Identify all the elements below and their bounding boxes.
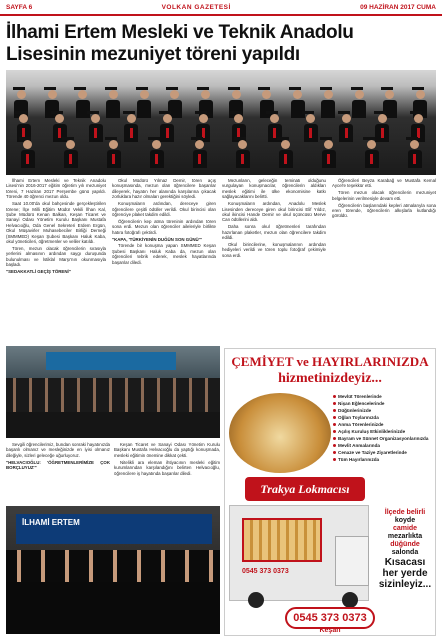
- paragraph: Tören mezun olacak öğrencilerin mezuniyet belgelerinin verilmesiyle devam etti.: [332, 190, 436, 201]
- graduates-stage-photo: [6, 506, 220, 634]
- ad-city: Keşan: [319, 627, 341, 634]
- list-item: Anma Törenlerinizde: [333, 421, 436, 428]
- ceremony-audience-photo: [6, 346, 220, 438]
- paragraph: Konuşmaların ardından, Anadolu Meslek Lisesinden dereceye giren okul birincisi Elif Yıldız, okul ikincisi Hande Demir ve okul üçüncüsü Merve Can ödüllerini aldı.: [222, 201, 326, 223]
- paragraph: Tören, mezun olacak öğrencilerin sırasıyla yerlerini almasının ardından saygı duruşunda bulunulması ve İstiklal Marşı'nın okunmasıyla başladı.: [6, 245, 106, 268]
- list-item: Bayram ve Sünnet Organizasyonlarınızda: [333, 435, 436, 442]
- ad-subtitle: hizmetinizdeyiz...: [278, 371, 382, 386]
- list-item: Mevlüt Törenlerinde: [333, 393, 436, 400]
- article-column-2: [112, 178, 216, 346]
- photo-row-front: [6, 140, 436, 168]
- side-line: İlçede belirli: [384, 509, 426, 516]
- paragraph: İlhami Ertem Mesleki ve Teknik Anadolu Lisesi'nin 2016-2017 eğitim öğretim yılı mezuniyet töreni, 7 Haziran 2017 Perşembe günü yapıldı. Törende 40 öğrenci mezun oldu.: [6, 178, 106, 200]
- lokma-truck-image: [229, 505, 369, 601]
- side-line: Kısacası: [384, 557, 426, 568]
- list-item: Nişan Eğlencelerinde: [333, 400, 436, 407]
- list-item: Cenaze ve Taziye Ziyaretlerinde: [333, 449, 436, 456]
- side-line: salonda: [391, 549, 419, 556]
- issue-date: 09 HAZİRAN 2017 CUMA: [360, 3, 436, 11]
- paragraph: Mezunların, geleceğin teminatı olduğunu vurgulayan konuşmacılar, öğrencilerin aldıkları meslek eğitimi ile ülke ekonomisine katkı sağlayacaklarını belirtti.: [222, 178, 326, 200]
- lokma-advertisement: [224, 348, 436, 636]
- article-column-3: [222, 178, 326, 346]
- ad-services-list: [333, 393, 436, 463]
- side-line: sizinleyiz...: [378, 579, 432, 590]
- truck-wheel: [248, 592, 264, 608]
- list-item: Açılış Kuruluş Etkinliklerinizde: [333, 428, 436, 435]
- paragraph: Okul birincilerine, konuşmalarının ardından hediyeleri verildi ve tören toplu fotoğraf çekimiyle sona erdi.: [222, 241, 326, 258]
- truck-phone: 0545 373 0373: [242, 568, 289, 575]
- list-item: Mevlit Anmalarında: [333, 442, 436, 449]
- truck-wheel: [342, 592, 358, 608]
- paragraph: Öğrencilerin başlarındaki kepleri atmalarıyla sona eren törende, öğrencilerin alkışlarla kutlandığı görüldü.: [332, 202, 436, 219]
- article-column-5: [6, 442, 110, 502]
- side-line: koyde: [394, 517, 416, 524]
- paragraph: Saat 10.00'da okul bahçesinde gerçekleştirilen törene; İlçe Milli Eğitim Müdür Vekili İlhan Kal, Şube Müdürü Kenan Balkan, Keşan Ticaret ve Sanayi Odası Yönetim Kurulu Başkanı Mustafa Helvacıoğlu, Oda Genel Sekreteri Erdem Ergün, Okul Müşavirler Muhasebeciler Birliği Derneği (SMMMED) Keşan Şubesi Başkanı Haluk Kaba, okul yöneticileri, öğretmenler ve veliler katıldı.: [6, 201, 106, 244]
- list-item: Tüm Hayırlarınızda: [333, 456, 436, 463]
- ad-side-text: [375, 509, 435, 590]
- photo-banner: [46, 352, 176, 370]
- side-line: mezarlıkta: [387, 533, 423, 540]
- side-line: camide: [392, 525, 418, 532]
- paragraph: Konuşmaların ardından, dereceye giren öğrencilere çeşitli ödüller verildi. Okul birincisi olan öğrenciye plaket takdim edildi.: [112, 201, 216, 217]
- page-header: [0, 0, 442, 16]
- truck-cab: [335, 536, 369, 586]
- subheading: "HELVACIOĞLU: 'ÖĞRETMENLERİMİZE ÇOK BORÇLUYUZ'": [6, 459, 110, 471]
- graduation-group-photo: [6, 70, 436, 175]
- newspaper-name: VOLKAN GAZETESİ: [161, 3, 231, 11]
- article-column-1: [6, 178, 106, 346]
- lokma-plate-image: [229, 393, 331, 473]
- photo-crowd-front: [6, 412, 220, 438]
- list-item: Düğünlerinizde: [333, 407, 436, 414]
- paragraph: Törende bir konuşma yapan SMMMED Keşan Şubesi Başkanı Haluk Kaba da, mezun olan öğrencileri tebrik ederek, meslek hayatlarında başarılar diledi.: [112, 243, 216, 265]
- article-column-6: [114, 442, 220, 502]
- ad-brand-logo: Trakya Lokmacısı: [245, 477, 365, 501]
- article-headline: İlhami Ertem Mesleki ve Teknik Anadolu Lisesinin mezuniyet töreni yapıldı: [6, 22, 354, 65]
- paragraph: Okul Müdürü Yılmaz Demir, tören açış konuşmasında, mezun olan öğrencilere başarılar dileyerek, hayatın her alanında karşılarına çıkacak zorluklara hazır olmaları gerektiğini söyledi.: [112, 178, 216, 200]
- paragraph: Keşan Ticaret ve Sanayi Odası Yönetim Kurulu Başkanı Mustafa Helvacıoğlu da yaptığı konuşmada, mesleki eğitimin önemine dikkat çekti.: [114, 442, 220, 458]
- list-item: Oğlan Toylarınızda: [333, 414, 436, 421]
- paragraph: Öğrencilerin kep atma töreninin ardından tören sona erdi. Mezun olan öğrenciler aileleriyle birlikte hatıra fotoğrafı çektirdi.: [112, 218, 216, 235]
- subheading: "SEDAKKATLİ GEÇİŞ TÖRENİ": [6, 269, 71, 274]
- school-sign: İLHAMİ ERTEM: [16, 514, 212, 544]
- subheading: "KAPA, 'TÜRKİYENİN DUĞÜN SON GÜNÜ'": [112, 236, 202, 242]
- ad-title: ÇEMİYET ve HAYIRLARINIZDA: [231, 354, 429, 369]
- page-number: SAYFA 6: [6, 3, 33, 11]
- photo-graduates-front: [6, 582, 220, 634]
- paragraph: Sevgili öğrencilerimiz, bundan sonraki hayatınızda başarılı olmanız ve mesleğinizde en iyisi olmanız dileğiyle, sizleri geleceğe uğurluyoruz.: [6, 442, 110, 458]
- article-column-4: [332, 178, 436, 258]
- truck-window: [242, 518, 322, 562]
- side-line: her yerde: [382, 568, 428, 579]
- paragraph: Öğrencileri Beyza Karabağ ve Mustafa Kemal Aycel'e teşekkür etti.: [332, 178, 436, 189]
- paragraph: Daha sonra okul öğretmenleri tarafından hazırlanan plaketler, mezun olan öğrencilere takdim edildi.: [222, 224, 326, 241]
- ad-phone-number: 0545 373 0373: [285, 607, 375, 629]
- paragraph: Nitelikli ara eleman ihtiyacının mesleki eğitim kurumlarından karşılandığını belirten Helvacıoğlu, öğrencilere iş hayatında başarılar diledi.: [114, 459, 220, 476]
- side-line: düğünde: [390, 541, 420, 548]
